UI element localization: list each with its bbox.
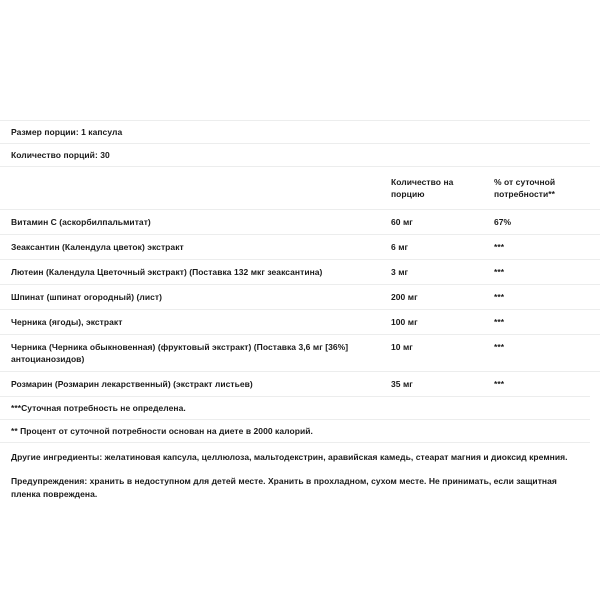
ingredient-daily-value: *** [494,285,600,310]
table-row [0,310,600,335]
supplement-facts-table [0,166,600,396]
table-row [0,210,600,235]
table-row [0,335,600,372]
warnings-text: Предупреждения: хранить в недоступном для детей месте. Хранить в прохладном, сухом месте. Не принимать, если защитная пленка повреждена. [11,475,557,499]
column-header-amount-per-serving: Количество на порцию [391,167,494,210]
ingredient-name: Черника (Черника обыкновенная) (фруктовый экстракт) (Поставка 3,6 мг [36%] антоцианозидов) [0,335,391,372]
ingredient-name: Витамин С (аскорбилпальмитат) [0,210,391,235]
servings-per-container-row: Количество порций: 30 [0,143,590,166]
ingredient-amount: 100 мг [391,310,494,335]
table-header-row [0,167,600,210]
table-row [0,372,600,397]
ingredient-daily-value: *** [494,372,600,397]
ingredient-amount: 10 мг [391,335,494,372]
column-header-daily-value: % от суточной потребности** [494,167,600,210]
ingredient-amount: 60 мг [391,210,494,235]
ingredient-daily-value: *** [494,335,600,372]
ingredient-daily-value: *** [494,260,600,285]
ingredient-daily-value: *** [494,310,600,335]
ingredient-name: Шпинат (шпинат огородный) (лист) [0,285,391,310]
serving-size-row: Размер порции: 1 капсула [0,120,590,143]
ingredient-amount: 3 мг [391,260,494,285]
footnote-double-star: ** Процент от суточной потребности основан на диете в 2000 калорий. [0,419,590,442]
table-row [0,285,600,310]
table-row [0,235,600,260]
ingredient-name: Черника (ягоды), экстракт [0,310,391,335]
ingredient-daily-value: 67% [494,210,600,235]
table-body [0,210,600,397]
footnote-triple-star: ***Суточная потребность не определена. [0,396,590,419]
ingredient-name: Лютеин (Календула Цветочный экстракт) (Поставка 132 мкг зеаксантина) [0,260,391,285]
ingredient-amount: 200 мг [391,285,494,310]
ingredient-amount: 35 мг [391,372,494,397]
ingredient-daily-value: *** [494,235,600,260]
ingredient-amount: 6 мг [391,235,494,260]
table-header [0,167,600,210]
ingredient-name: Зеаксантин (Календула цветок) экстракт [0,235,391,260]
ingredient-name: Розмарин (Розмарин лекарственный) (экстракт листьев) [0,372,391,397]
supplement-facts-panel [0,120,590,510]
column-header-ingredient [0,167,391,210]
other-ingredients-text: Другие ингредиенты: желатиновая капсула, целлюлоза, мальтодекстрин, аравийская камедь, стеарат магния и диоксид кремния. [0,442,590,473]
table-row [0,260,600,285]
